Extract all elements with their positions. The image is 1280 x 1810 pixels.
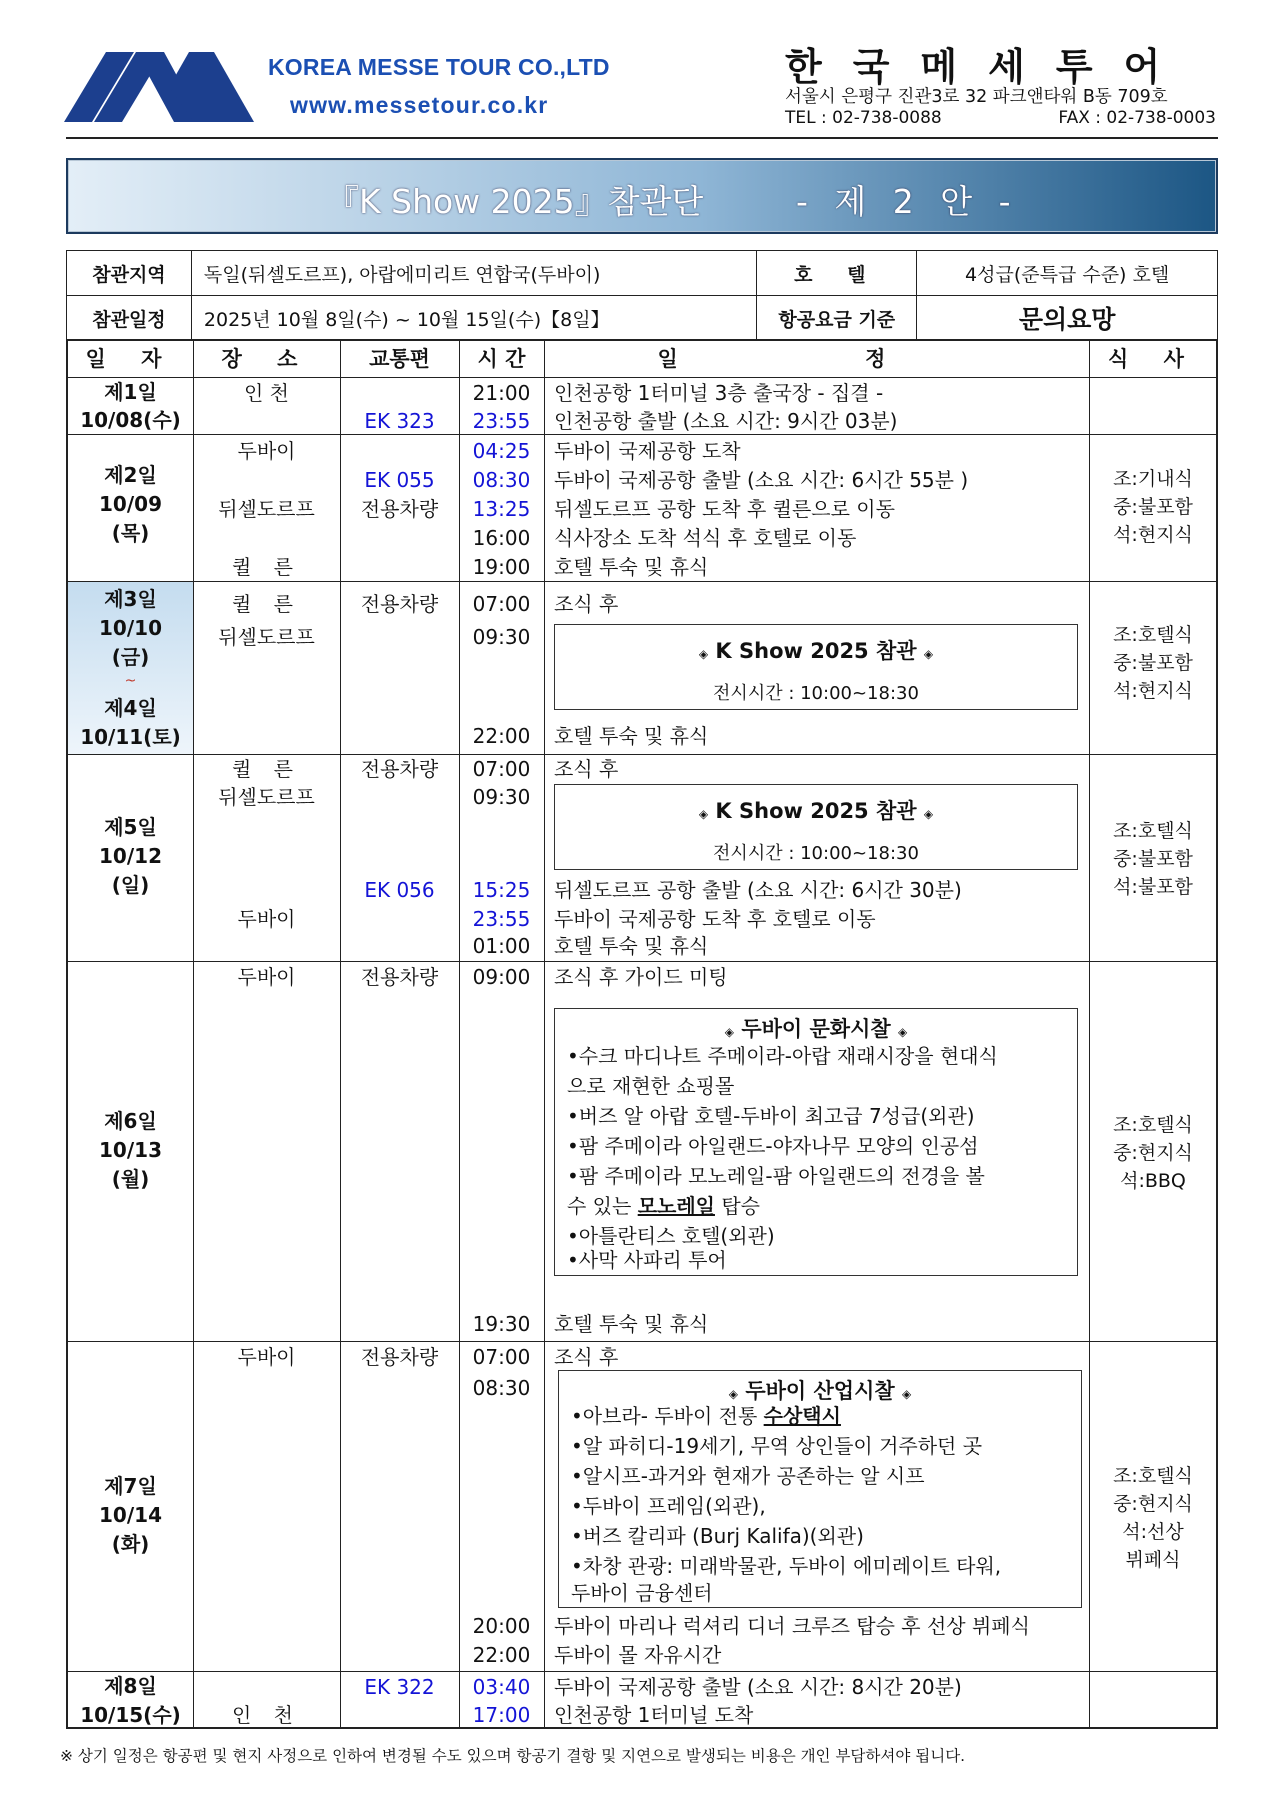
- row-divider: [68, 581, 1216, 582]
- day-2-weekday: (목): [111, 521, 150, 545]
- day-6-meal-breakfast: 조:호텔식: [1113, 1114, 1193, 1136]
- column-header-time: 시 간: [477, 347, 526, 371]
- column-header-transport: 교통편: [369, 347, 430, 371]
- day-5-place-1: 퀼 른: [232, 757, 301, 781]
- day-7-meal-breakfast: 조:호텔식: [1113, 1465, 1193, 1487]
- day-2-time-5: 19:00: [472, 555, 531, 579]
- day-2-event-4: 식사장소 도착 석식 후 호텔로 이동: [554, 526, 857, 550]
- company-name-english: KOREA MESSE TOUR CO.,LTD: [268, 54, 610, 80]
- schedule-value: 2025년 10월 8일(수) ~ 10월 15일(수)【8일】: [191, 296, 756, 341]
- title-banner: [66, 158, 1218, 234]
- day-2-date: 10/09: [99, 492, 162, 516]
- company-address: 서울시 은평구 진관3로 32 파크앤타워 B동 709호: [785, 87, 1168, 107]
- day-3-place-2: 뒤셀도르프: [218, 625, 315, 649]
- day-7-date: 10/14: [99, 1503, 162, 1527]
- day-5-meal-breakfast: 조:호텔식: [1113, 820, 1193, 842]
- company-logo: [64, 52, 254, 122]
- hotel-value: 4성급(준특급 수준) 호텔: [917, 251, 1218, 296]
- day-7-meal-dinner-detail: 뷔페식: [1125, 1549, 1181, 1571]
- footnote: ※ 상기 일정은 항공편 및 현지 사정으로 인하여 변경될 수도 있으며 항공기 결항 및 지연으로 발생되는 비용은 개인 부담하셔야 됩니다.: [60, 1747, 966, 1765]
- day-5-event-3: 뒤셀도르프 공항 출발 (소요 시간: 6시간 30분): [554, 878, 962, 902]
- day-3-label: 제3일: [104, 587, 157, 611]
- day-1-time-2: 23:55: [472, 409, 531, 433]
- culture-tour-item: 으로 재현한 쇼핑몰: [567, 1074, 735, 1098]
- day-5-place-3: 두바이: [237, 907, 296, 931]
- day-5-meal-lunch: 중:불포함: [1113, 848, 1193, 870]
- column-divider: [193, 341, 194, 1727]
- column-divider: [340, 341, 341, 1727]
- tour-info-table: [66, 250, 1218, 341]
- company-tel: TEL : 02-738-0088: [785, 108, 942, 128]
- row-divider: [68, 1671, 1216, 1672]
- day-6-date: 10/13: [99, 1138, 162, 1162]
- day-2-vehicle: 전용차량: [360, 497, 439, 521]
- day-8-time-1: 03:40: [472, 1675, 531, 1699]
- day-3-weekday: (금): [111, 645, 150, 669]
- culture-tour-item: •팜 주메이라 모노레일-팜 아일랜드의 전경을 볼: [567, 1164, 985, 1188]
- day-3-meal-breakfast: 조:호텔식: [1113, 624, 1193, 646]
- day-7-time-1: 07:00: [472, 1345, 531, 1369]
- day-5-place-2: 뒤셀도르프: [218, 785, 315, 809]
- industry-tour-item: •차창 관광: 미래박물관, 두바이 에미레이트 타워,: [571, 1554, 1002, 1578]
- day-8-event-1: 두바이 국제공항 출발 (소요 시간: 8시간 20분): [554, 1675, 962, 1699]
- day-6-label: 제6일: [104, 1109, 157, 1133]
- row-divider: [68, 961, 1216, 962]
- day-5-meal-dinner: 석:불포함: [1113, 876, 1193, 898]
- day-6-meal-dinner: 석:BBQ: [1120, 1170, 1186, 1192]
- industry-tour-item: 두바이 금융센터: [571, 1581, 713, 1605]
- exhibition-box-title: ◈ K Show 2025 참관 ◈: [698, 799, 934, 823]
- day-1-label: 제1일: [104, 380, 157, 404]
- day-8-event-2: 인천공항 1터미널 도착: [554, 1703, 754, 1727]
- day-3-vehicle: 전용차량: [360, 592, 439, 616]
- column-header-place: 장 소: [221, 347, 312, 371]
- day-1-time-1: 21:00: [472, 381, 531, 405]
- culture-tour-item: 수 있는 모노레일 탑승: [567, 1194, 760, 1218]
- culture-tour-item: •버즈 알 아랍 호텔-두바이 최고급 7성급(외관): [567, 1104, 975, 1128]
- day-7-place: 두바이: [237, 1345, 296, 1369]
- day-3-time-3: 22:00: [472, 724, 531, 748]
- day-5-event-1: 조식 후: [554, 757, 619, 781]
- day-5-label: 제5일: [104, 815, 157, 839]
- column-header-date: 일 자: [85, 347, 176, 371]
- column-header-itinerary: 일 정: [657, 347, 976, 371]
- company-website[interactable]: www.messetour.co.kr: [290, 92, 549, 118]
- industry-tour-item: •두바이 프레임(외관),: [571, 1494, 766, 1518]
- day-1-event-2: 인천공항 출발 (소요 시간: 9시간 03분): [554, 409, 898, 433]
- airfare-label: 항공요금 기준: [757, 296, 917, 341]
- plan-label: - 제 2 안 -: [796, 182, 1019, 221]
- day-6-time-1: 09:00: [472, 965, 531, 989]
- day-5-event-4: 두바이 국제공항 도착 후 호텔로 이동: [554, 907, 876, 931]
- row-divider: [68, 377, 1216, 378]
- day-5-vehicle: 전용차량: [360, 757, 439, 781]
- diamond-icon: ◈: [901, 1387, 912, 1401]
- day-8-date: 10/15(수): [80, 1703, 181, 1727]
- exhibition-box-title: ◈ K Show 2025 참관 ◈: [698, 639, 934, 663]
- day-8-time-2: 17:00: [472, 1703, 531, 1727]
- day-2-event-1: 두바이 국제공항 도착: [554, 439, 741, 463]
- row-divider: [68, 434, 1216, 435]
- day-5-time-1: 07:00: [472, 757, 531, 781]
- column-header-meals: 식 사: [1108, 347, 1198, 371]
- day-2-time-3: 13:25: [472, 497, 531, 521]
- day-6-time-2: 19:30: [472, 1312, 531, 1336]
- day-7-time-2: 08:30: [472, 1376, 531, 1400]
- day-5-time-3: 15:25: [472, 878, 531, 902]
- day-1-event-1: 인천공항 1터미널 3층 출국장 - 집결 -: [554, 381, 884, 405]
- day-7-time-3: 20:00: [472, 1614, 531, 1638]
- culture-tour-title: ◈ 두바이 문화시찰 ◈: [724, 1017, 908, 1041]
- column-divider: [544, 341, 545, 1727]
- day-6-meal-lunch: 중:현지식: [1113, 1142, 1193, 1164]
- industry-tour-title: ◈ 두바이 산업시찰 ◈: [728, 1379, 912, 1403]
- day-5-time-2: 09:30: [472, 785, 531, 809]
- diamond-icon: ◈: [923, 807, 934, 821]
- day-4-label: 제4일: [104, 696, 157, 720]
- day-7-label: 제7일: [104, 1474, 157, 1498]
- day-7-time-4: 22:00: [472, 1643, 531, 1667]
- day-3-time-2: 09:30: [472, 625, 531, 649]
- day-4-date: 10/11(토): [80, 725, 181, 749]
- day-1-date: 10/08(수): [80, 408, 181, 432]
- culture-tour-item: •팜 주메이라 아일랜드-야자나무 모양의 인공섬: [567, 1134, 979, 1158]
- day-1-place: 인 천: [244, 381, 289, 405]
- day-2-place-2: 뒤셀도르프: [218, 497, 315, 521]
- day-1-flight: EK 323: [364, 409, 435, 433]
- culture-tour-item: •수크 마디나트 주메이라-아랍 재래시장을 현대식: [567, 1044, 998, 1068]
- day-2-place-1: 두바이: [237, 439, 296, 463]
- day-8-label: 제8일: [104, 1674, 157, 1698]
- range-tilde: ~: [124, 673, 137, 689]
- exhibition-hours: 전시시간 : 10:00~18:30: [713, 683, 919, 704]
- day-8-place: 인 천: [232, 1703, 301, 1727]
- day-2-place-3: 퀼 른: [232, 555, 301, 579]
- diamond-icon: ◈: [923, 647, 934, 661]
- day-2-event-5: 호텔 투숙 및 휴식: [554, 555, 709, 579]
- diamond-icon: ◈: [724, 1025, 735, 1039]
- industry-tour-item: •알 파히디-19세기, 무역 상인들이 거주하던 곳: [571, 1434, 983, 1458]
- day-3-meal-lunch: 중:불포함: [1113, 652, 1193, 674]
- industry-tour-item: •알시프-과거와 현재가 공존하는 알 시프: [571, 1464, 925, 1488]
- day-6-place: 두바이: [237, 965, 296, 989]
- culture-tour-item: •아틀란티스 호텔(외관): [567, 1224, 775, 1248]
- diamond-icon: ◈: [698, 807, 709, 821]
- day-7-vehicle: 전용차량: [360, 1345, 439, 1369]
- day-3-meal-dinner: 석:현지식: [1113, 680, 1193, 702]
- day-7-event-1: 조식 후: [554, 1345, 619, 1369]
- diamond-icon: ◈: [728, 1387, 739, 1401]
- day-2-time-4: 16:00: [472, 526, 531, 550]
- day-3-event-1: 조식 후: [554, 592, 619, 616]
- day-5-flight: EK 056: [364, 878, 435, 902]
- day-3-time-1: 07:00: [472, 592, 531, 616]
- airfare-value: 문의요망: [917, 296, 1218, 341]
- company-fax: FAX : 02-738-0003: [1058, 108, 1216, 128]
- day-2-time-1: 04:25: [472, 439, 531, 463]
- hotel-label: 호 텔: [757, 251, 917, 296]
- industry-tour-box: [558, 1370, 1082, 1608]
- schedule-label: 참관일정: [67, 296, 192, 341]
- industry-tour-item: •버즈 칼리파 (Burj Kalifa)(외관): [571, 1524, 864, 1548]
- row-divider: [68, 754, 1216, 755]
- region-label: 참관지역: [67, 251, 192, 296]
- day-6-vehicle: 전용차량: [360, 965, 439, 989]
- water-taxi-highlight: 수상택시: [763, 1404, 841, 1428]
- exhibition-box: [554, 784, 1078, 870]
- day-5-time-4: 23:55: [472, 907, 531, 931]
- diamond-icon: ◈: [698, 647, 709, 661]
- day-2-flight: EK 055: [364, 468, 435, 492]
- day-2-meal-lunch: 중:불포함: [1113, 496, 1193, 518]
- itinerary-table: [66, 339, 1218, 1729]
- day-8-flight: EK 322: [364, 1675, 435, 1699]
- day-7-event-4: 두바이 몰 자유시간: [554, 1643, 722, 1667]
- industry-tour-item: •아브라- 두바이 전통 수상택시: [571, 1404, 841, 1428]
- day-6-weekday: (월): [111, 1167, 150, 1191]
- day-2-event-2: 두바이 국제공항 출발 (소요 시간: 6시간 55분 ): [554, 468, 969, 492]
- day-2-meal-breakfast: 조:기내식: [1113, 468, 1193, 490]
- day-5-event-5: 호텔 투숙 및 휴식: [554, 934, 709, 958]
- day-3-date: 10/10: [99, 616, 162, 640]
- day-2-event-3: 뒤셀도르프 공항 도착 후 퀼른으로 이동: [554, 497, 895, 521]
- day-7-meal-lunch: 중:현지식: [1113, 1493, 1193, 1515]
- day-7-event-3: 두바이 마리나 럭셔리 디너 크루즈 탑승 후 선상 뷔페식: [554, 1614, 1030, 1638]
- day-7-weekday: (화): [111, 1532, 150, 1556]
- day-7-meal-dinner: 석:선상: [1122, 1521, 1184, 1543]
- region-value: 독일(뒤셀도르프), 아랍에미리트 연합국(두바이): [191, 251, 756, 296]
- day-5-date: 10/12: [99, 844, 162, 868]
- culture-tour-box: [554, 1008, 1078, 1276]
- day-3-event-3: 호텔 투숙 및 휴식: [554, 724, 709, 748]
- monorail-highlight: 모노레일: [637, 1194, 715, 1218]
- day-5-weekday: (일): [111, 873, 150, 897]
- day-6-event-1: 조식 후 가이드 미팅: [554, 965, 728, 989]
- day-3-place-1: 퀼 른: [232, 592, 301, 616]
- document-title: 『K Show 2025』참관단: [326, 182, 704, 221]
- day-6-event-2: 호텔 투숙 및 휴식: [554, 1312, 709, 1336]
- company-name-korean: 한국메세투어: [785, 45, 1192, 89]
- day-2-meal-dinner: 석:현지식: [1113, 524, 1193, 546]
- exhibition-box: [554, 624, 1078, 710]
- day-2-time-2: 08:30: [472, 468, 531, 492]
- day-5-time-5: 01:00: [472, 934, 531, 958]
- diamond-icon: ◈: [897, 1025, 908, 1039]
- day-2-label: 제2일: [104, 463, 157, 487]
- exhibition-hours: 전시시간 : 10:00~18:30: [713, 843, 919, 864]
- header-divider: [66, 137, 1218, 139]
- row-divider: [68, 1341, 1216, 1342]
- culture-tour-item: •사막 사파리 투어: [567, 1248, 727, 1272]
